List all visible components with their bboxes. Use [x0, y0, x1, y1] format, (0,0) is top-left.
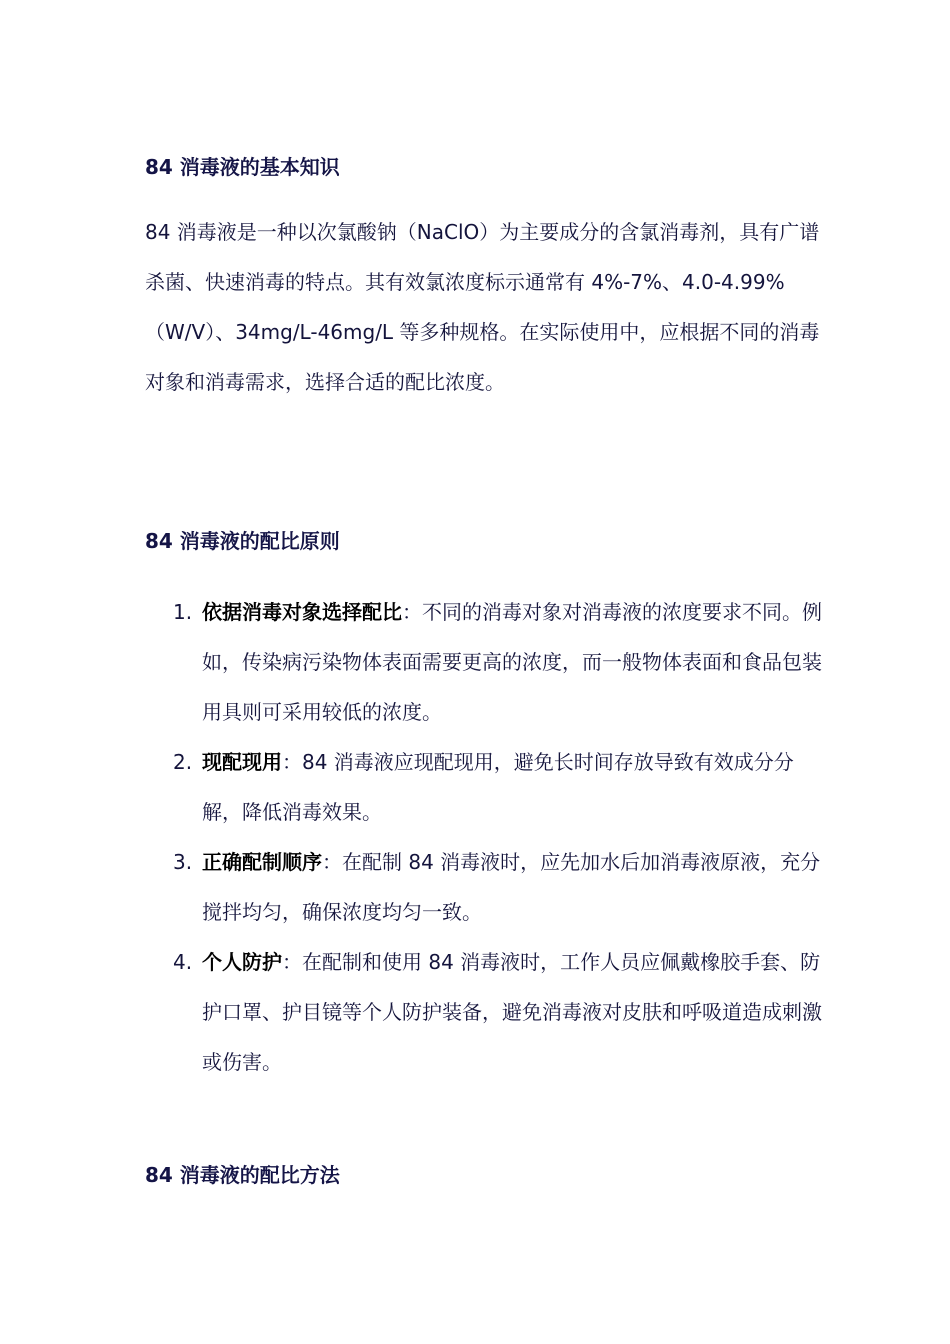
- list-item-term: 正确配制顺序: [202, 850, 322, 874]
- list-item-separator: ：: [282, 750, 302, 774]
- list-item: [145, 937, 825, 1087]
- section-heading-principles: 84 消毒液的配比原则: [145, 529, 340, 553]
- list-item-text: 不同的消毒对象对消毒液的浓度要求不同。例如，传染病污染物体表面需要更高的浓度，而一般物体表面和食品包装用具则可采用较低的浓度。: [202, 600, 822, 724]
- list-item-text: 在配制 84 消毒液时，应先加水后加消毒液原液，充分搅拌均匀，确保浓度均匀一致。: [202, 850, 821, 924]
- basics-paragraph: 84 消毒液是一种以次氯酸钠（NaClO）为主要成分的含氯消毒剂，具有广谱杀菌、快速消毒的特点。其有效氯浓度标示通常有 4%-7%、4.0-4.99%（W/V）、34mg/L-46mg/L 等多种规格。在实际使用中，应根据不同的消毒对象和消毒需求，选择合适的配比浓度。: [145, 220, 820, 394]
- section-heading-methods: 84 消毒液的配比方法: [145, 1163, 340, 1187]
- list-item: [145, 737, 825, 837]
- list-item-separator: ：: [282, 950, 302, 974]
- principles-list: [145, 587, 825, 1087]
- list-item: [145, 587, 825, 737]
- list-item-separator: ：: [322, 850, 342, 874]
- list-item: [145, 837, 825, 937]
- list-number: 2.: [173, 750, 193, 774]
- list-item-text: 在配制和使用 84 消毒液时，工作人员应佩戴橡胶手套、防护口罩、护目镜等个人防护装备，避免消毒液对皮肤和呼吸道造成刺激或伤害。: [202, 950, 822, 1074]
- section-heading-basics: 84 消毒液的基本知识: [145, 155, 340, 179]
- list-item-text: 84 消毒液应现配现用，避免长时间存放导致有效成分分解，降低消毒效果。: [202, 750, 794, 824]
- list-item-term: 个人防护: [202, 950, 282, 974]
- list-item-term: 现配现用: [202, 750, 282, 774]
- list-number: 3.: [173, 850, 193, 874]
- list-number: 4.: [173, 950, 193, 974]
- list-number: 1.: [173, 600, 193, 624]
- list-item-separator: ：: [402, 600, 422, 624]
- list-item-term: 依据消毒对象选择配比: [202, 600, 402, 624]
